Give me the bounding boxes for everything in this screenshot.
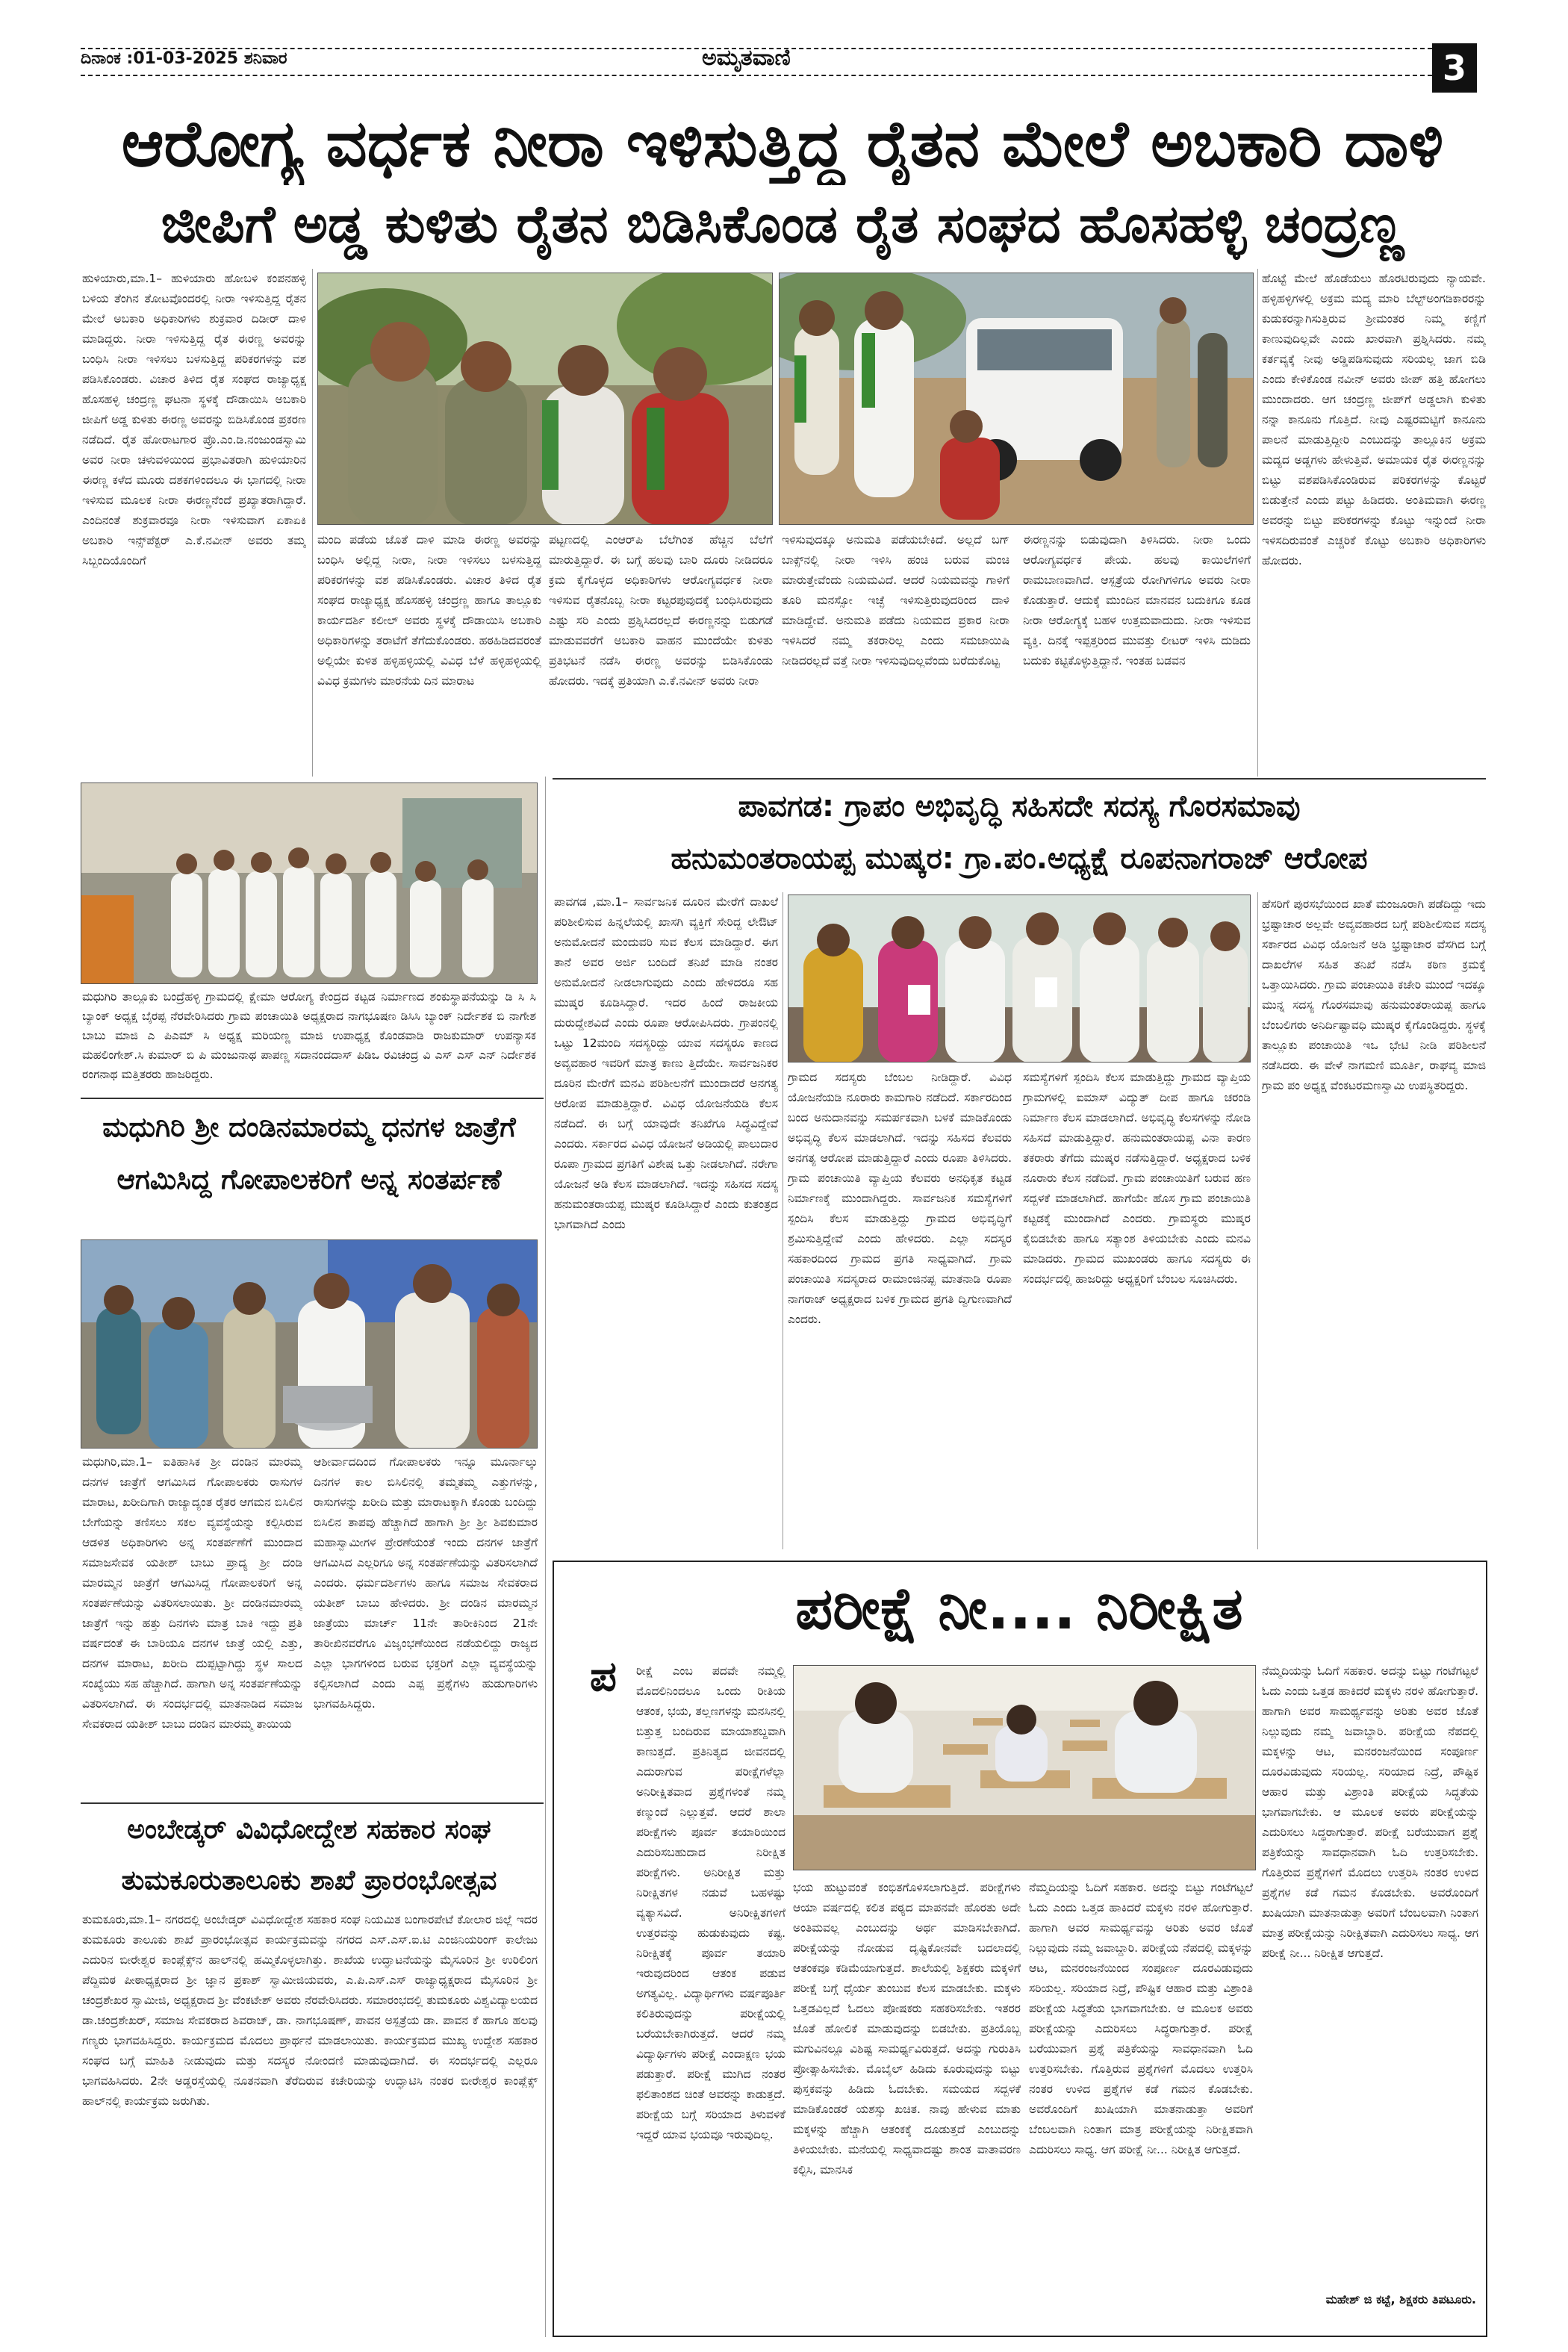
page-number: 3 bbox=[1432, 43, 1477, 93]
story6-dropcap: ಪ bbox=[590, 1652, 617, 1701]
column-rule bbox=[1257, 269, 1258, 777]
header-rule-bottom bbox=[81, 75, 1432, 76]
story6-col-2: ಭಯ ಹುಟ್ಟುವಂತೆ ಕಂಭಿತಗೊಳಿಸಲಾಗುತ್ತಿದೆ. ಪರೀಕ್ಷೆಗಳು ಆಯಾ ವರ್ಷದಲ್ಲಿ ಕಲಿತ ಪಠ್ಯದ ಮಾಪನವೇ ಹೊರತು ಅದೇ ಅಂತಿಮವಲ್ಲ ಎಂಬುದನ್ನು ಅರ್ಥ ಮಾಡಿಸಬೇಕಾಗಿದೆ. ಪರೀಕ್ಷೆಯನ್ನು ನೋಡುವ ದೃಷ್ಟಿಕೋನವೇ ಬದಲಾದಲ್ಲಿ ಆತಂಕವೂ ಕಡಿಮೆಯಾಗುತ್ತದೆ. ಶಾಲೆಯಲ್ಲಿ ಶಿಕ್ಷಕರು ಮಕ್ಕಳಿಗೆ ಪರೀಕ್ಷೆ ಬಗ್ಗೆ ಧೈರ್ಯ ತುಂಬುವ ಕೆಲಸ ಮಾಡಬೇಕು. ಮಕ್ಕಳು ಒತ್ತಡವಿಲ್ಲದೆ ಓದಲು ಪೋಷಕರು ಸಹಕರಿಸಬೇಕು. ಇತರರ ಜೊತೆ ಹೋಲಿಕೆ ಮಾಡುವುದನ್ನು ಬಿಡಬೇಕು. ಪ್ರತಿಯೊಬ್ಬ ಮಗುವಿನಲ್ಲೂ ವಿಶಿಷ್ಟ ಸಾಮರ್ಥ್ಯವಿರುತ್ತದೆ. ಅದನ್ನು ಗುರುತಿಸಿ ಪ್ರೋತ್ಸಾಹಿಸಬೇಕು. ಮೊಬೈಲ್ ಹಿಡಿದು ಕೂರುವುದನ್ನು ಬಿಟ್ಟು ಪುಸ್ತಕವನ್ನು ಹಿಡಿದು ಓದಬೇಕು. ಸಮಯದ ಸದ್ಬಳಕೆ ಮಾಡಿಕೊಂಡರೆ ಯಶಸ್ಸು ಖಚಿತ. ನಾವು ಹೇಳುವ ಮಾತು ಮಕ್ಕಳನ್ನು ಹೆಚ್ಚಾಗಿ ಆತಂಕಕ್ಕೆ ದೂಡುತ್ತದೆ ಎಂಬುದನ್ನು ತಿಳಿಯಬೇಕು. ಮನೆಯಲ್ಲಿ ಸಾಧ್ಯವಾದಷ್ಟು ಶಾಂತ ವಾತಾವರಣ ಕಲ್ಪಿಸಿ, ಮಾನಸಿಕ bbox=[793, 1881, 1021, 2177]
story5-photo-panchayat bbox=[788, 895, 1251, 1063]
story6-headline: ಪರೀಕ್ಷೆ ನೀ.... ನಿರೀಕ್ಷಿತ bbox=[795, 1575, 1243, 1643]
story4-headline-2: ತುಮಕೂರುತಾಲೂಕು ಶಾಖೆ ಪ್ರಾರಂಭೋತ್ಸವ bbox=[121, 1865, 497, 1896]
story1-col-5: ಈರಣ್ಣನನ್ನು ಬಿಡುವುದಾಗಿ ತಿಳಿಸಿದರು. ನೀರಾ ಒಂದು ಆರೋಗ್ಯವರ್ಧಕ ಪೇಯ. ಹಲವು ಕಾಯಿಲೆಗಳಿಗೆ ರಾಮಬಾಣವಾಗಿದೆ. ಆಸ್ಪತ್ರೆಯ ರೋಗಿಗಳಿಗೂ ಅವರು ನೀರಾ ಕೊಡುತ್ತಾರೆ. ಆದುಕ್ಕೆ ಮುಂದಿನ ಮಾನವನ ಬದುಕಿಗೂ ಕೂಡ ನೀರಾ ಆರೋಗ್ಯಕ್ಕೆ ಬಹಳ ಉತ್ತಮವಾದುದು. ನೀರಾ ಇಳಿಸುವ ವ್ಯಕ್ತಿ. ದಿನಕ್ಕೆ ಇಪ್ಪತ್ತರಿಂದ ಮುವತ್ತು ಲೀಟರ್ ಇಳಿಸಿ ದುಡಿದು ಬದುಕು ಕಟ್ಟಿಕೊಳ್ಳುತ್ತಿದ್ದಾನೆ. ಇಂತಹ ಬಡವನ bbox=[1023, 533, 1251, 668]
section-rule bbox=[553, 778, 1486, 780]
story3-col-1: ಮಧುಗಿರಿ,ಮಾ.1– ಐತಿಹಾಸಿಕ ಶ್ರೀ ದಂಡಿನ ಮಾರಮ್ಮ ದನಗಳ ಜಾತ್ರೆಗೆ ಆಗಮಿಸಿದ ಗೋಪಾಲಕರು ರಾಸುಗಳ ಮಾರಾಟ, ಖರೀದಿಗಾಗಿ ರಾಜ್ಯಾದ್ಯಂತ ರೈತರ ಆಗಮನ ಬಿಸಿಲಿನ ಬೇಗೆಯನ್ನು ತಣಿಸಲು ಸಕಲ ವ್ಯವಸ್ಥೆಯನ್ನು ಕಲ್ಪಿಸಿರುವ ಆಡಳಿತ ಅಧಿಕಾರಿಗಳು ಅನ್ನ ಸಂತರ್ಪಣೆಗೆ ಮುಂದಾದ ಸಮಾಜಸೇವಕ ಯತೀಶ್ ಬಾಬು ಪ್ರಾದ್ಯ ಶ್ರೀ ದಂಡಿ ಮಾರಮ್ಮನ ಜಾತ್ರೆಗೆ ಆಗಮಿಸಿದ್ದ ಗೋಪಾಲಕರಿಗೆ ಅನ್ನ ಸಂತರ್ಪಣೆಯನ್ನು ವಿತರಿಸಲಾಯಿತು. ಶ್ರೀ ದಂಡಿನಮಾರಮ್ಮ ಜಾತ್ರೆಗೆ ಇನ್ನು ಹತ್ತು ದಿನಗಳು ಮಾತ್ರ ಬಾಕಿ ಇದ್ದು ಪ್ರತಿ ವರ್ಷದಂತೆ ಈ ಬಾರಿಯೂ ದನಗಳ ಜಾತ್ರೆ ಯಲ್ಲಿ ಎತ್ತು, ದನಗಳ ಮಾರಾಟ, ಖರೀದಿ ದುಪ್ಪಟ್ಟಾಗಿದ್ದು ಸ್ಥಳ ಸಾಲದ ಸಂಖ್ಯೆಯು ಸಹ ಹೆಚ್ಚಾಗಿದೆ. ಹಾಗಾಗಿ ಅನ್ನ ಸಂತರ್ಪಣೆಯನ್ನು ವಿತರಿಸಲಾಗಿದೆ. ಈ ಸಂದರ್ಭದಲ್ಲಿ ಮಾತನಾಡಿದ ಸಮಾಜ ಸೇವಕರಾದ ಯತೀಶ್ ಬಾಬು ದಂಡಿನ ಮಾರಮ್ಮ ತಾಯಿಯ bbox=[82, 1455, 302, 1731]
story5-headline-2: ಹನುಮಂತರಾಯಪ್ಪ ಮುಷ್ಕರ: ಗ್ರಾ.ಪಂ.ಅಧ್ಯಕ್ಷೆ ರೂಪನಾಗರಾಜ್ ಆರೋಪ bbox=[671, 841, 1368, 876]
story3-photo-food-distribution bbox=[81, 1239, 538, 1449]
story1-col-2: ಮಂದಿ ಪಡೆಯ ಜೊತೆ ದಾಳಿ ಮಾಡಿ ಈರಣ್ಣ ಅವರನ್ನು ಬಂಧಿಸಿ ಅಲ್ಲಿದ್ದ ನೀರಾ, ನೀರಾ ಇಳಿಸಲು ಬಳಸುತ್ತಿದ್ದ ಪರಿಕರಗಳನ್ನು ವಶ ಪಡಿಸಿಕೊಂಡರು. ವಿಚಾರ ತಿಳಿದ ರೈತ ಸಂಘದ ರಾಜ್ಯಾಧ್ಯಕ್ಷ ಹೊಸಹಳ್ಳಿ ಚಂದ್ರಣ್ಣ ಹಾಗೂ ತಾಲ್ಲೂಕು ಕಾರ್ಯದರ್ಶಿ ಕಲೀಲ್ ಅವರು ಸ್ಥಳಕ್ಕೆ ದೌಡಾಯಿಸಿ ಅಬಕಾರಿ ಅಧಿಕಾರಿಗಳನ್ನು ತರಾಟೆಗೆ ತೆಗೆದುಕೊಂಡರು. ಹಠಹಿಡಿದವರಂತೆ ಅಲ್ಲಿಯೇ ಕುಳಿತ ಹಳ್ಳಿಹಳ್ಳಿಯಲ್ಲಿ ವಿವಿಧ ಬೆಳೆ ಹಳ್ಳಿಹಳ್ಳಿಯಲ್ಲಿ ವಿವಿಧ ಕ್ರಮಗಳು ಮಾರನೆಯ ದಿನ ಮಾರಾಟ bbox=[317, 533, 541, 688]
story6-col-1: ರೀಕ್ಷೆ ಎಂಬ ಪದವೇ ನಮ್ಮಲ್ಲಿ ಮೊದಲಿನಿಂದಲೂ ಒಂದು ರೀತಿಯ ಆತಂಕ, ಭಯ, ತಲ್ಲಣಗಳನ್ನು ಮನಸಿನಲ್ಲಿ ಬಿತ್ತುತ್ತ ಬಂದಿರುವ ಮಾಯಾಶಬ್ದವಾಗಿ ಕಾಣುತ್ತದೆ. ಪ್ರತಿನಿತ್ಯದ ಜೀವನದಲ್ಲಿ ಎದುರಾಗುವ ಪರೀಕ್ಷೆಗಳೆಲ್ಲಾ ಅನಿರೀಕ್ಷಿತವಾದ ಪ್ರಶ್ನೆಗಳಂತೆ ನಮ್ಮ ಕಣ್ಮುಂದೆ ನಿಲ್ಲುತ್ತವೆ. ಆದರೆ ಶಾಲಾ ಪರೀಕ್ಷೆಗಳು ಪೂರ್ವ ತಯಾರಿಯಿಂದ ಎದುರಿಸಬಹುದಾದ ನಿರೀಕ್ಷಿತ ಪರೀಕ್ಷೆಗಳು. ಅನಿರೀಕ್ಷಿತ ಮತ್ತು ನಿರೀಕ್ಷಿತಗಳ ನಡುವೆ ಬಹಳಷ್ಟು ವ್ಯತ್ಯಾಸವಿದೆ. ಅನಿರೀಕ್ಷಿತಗಳಿಗೆ ಉತ್ತರವನ್ನು ಹುಡುಕುವುದು ಕಷ್ಟ. ನಿರೀಕ್ಷಿತಕ್ಕೆ ಪೂರ್ವ ತಯಾರಿ ಇರುವುದರಿಂದ ಆತಂಕ ಪಡುವ ಅಗತ್ಯವಿಲ್ಲ. ವಿದ್ಯಾರ್ಥಿಗಳು ವರ್ಷಪೂರ್ತಿ ಕಲಿತಿರುವುದನ್ನು ಪರೀಕ್ಷೆಯಲ್ಲಿ ಬರೆಯಬೇಕಾಗಿರುತ್ತದೆ. ಆದರೆ ನಮ್ಮ ವಿದ್ಯಾರ್ಥಿಗಳು ಪರೀಕ್ಷೆ ಎಂದಾಕ್ಷಣ ಭಯ ಪಡುತ್ತಾರೆ. ಪರೀಕ್ಷೆ ಮುಗಿದ ನಂತರ ಫಲಿತಾಂಶದ ಚಿಂತೆ ಅವರನ್ನು ಕಾಡುತ್ತದೆ. ಪರೀಕ್ಷೆಯ ಬಗ್ಗೆ ಸರಿಯಾದ ತಿಳುವಳಿಕೆ ಇದ್ದರೆ ಯಾವ ಭಯವೂ ಇರುವುದಿಲ್ಲ. bbox=[636, 1664, 785, 2141]
story4-body: ತುಮಕೂರು,ಮಾ.1– ನಗರದಲ್ಲಿ ಅಂಬೇಡ್ಕರ್ ವಿವಿಧೋದ್ದೇಶ ಸಹಕಾರ ಸಂಘ ನಿಯಮಿತ ಬಂಗಾರಪೇಟೆ ಕೋಲಾರ ಜಿಲ್ಲೆ ಇದರ ತುಮಕೂರು ತಾಲೂಕು ಶಾಖೆ ಪ್ರಾರಂಭೋತ್ಸವ ಕಾರ್ಯಕ್ರಮವನ್ನು ನಗರದ ಎಸ್.ಎಸ್.ಐ.ಟಿ ಎಂಜಿನಿಯರಿಂಗ್ ಕಾಲೇಜು ಎದುರಿನ ಬೀರೇಶ್ವರ ಕಾಂಪ್ಲೆಕ್ಸ್‌ನ ಹಾಲ್‌ನಲ್ಲಿ ಹಮ್ಮಿಕೊಳ್ಳಲಾಗಿತ್ತು. ಶಾಖೆಯ ಉದ್ಘಾಟನೆಯನ್ನು ಮೈಸೂರಿನ ಶ್ರೀ ಉರಿಲಿಂಗ ಪೆದ್ದಿಮಠ ಪೀಠಾಧ್ಯಕ್ಷರಾದ ಶ್ರೀ ಜ್ಞಾನ ಪ್ರಕಾಶ್ ಸ್ವಾಮೀಜಿಯವರು, ಎ.ಪಿ.ಎಸ್.ಎಸ್ ರಾಜ್ಯಾಧ್ಯಕ್ಷರಾದ ಮೈಸೂರಿನ ಶ್ರೀ ಚಂದ್ರಶೇಖರ ಸ್ವಾಮೀಜಿ, ಅಧ್ಯಕ್ಷರಾದ ಶ್ರೀ ವೆಂಕಟೇಶ್ ಅವರು ನೆರವೇರಿಸಿದರು. ಸಮಾರಂಭದಲ್ಲಿ ತುಮಕೂರು ವಿಶ್ವವಿದ್ಯಾಲಯದ ಡಾ.ಚಂದ್ರಶೇಖರ್, ಸಮಾಜ ಸೇವಕರಾದ ಶಿವರಾಜ್, ಡಾ. ನಾಗಭೂಷಣ್, ಪಾವನ ಅಸ್ಪತ್ರೆಯ ಡಾ. ಪಾವನ ಕೆ ಹಾಗೂ ಹಲವು ಗಣ್ಯರು ಭಾಗವಹಿಸಿದ್ದರು. ಕಾರ್ಯಕ್ರಮದ ಮೊದಲು ಪ್ರಾರ್ಥನೆ ಮಾಡಲಾಯಿತು. ಕಾರ್ಯಕ್ರಮದ ಮುಖ್ಯ ಉದ್ದೇಶ ಸಹಕಾರ ಸಂಘದ ಬಗ್ಗೆ ಮಾಹಿತಿ ನೀಡುವುದು ಮತ್ತು ಸದಸ್ಯರ ನೋಂದಣಿ ಮಾಡುವುದಾಗಿದೆ. ಈ ಸಂದರ್ಭದಲ್ಲಿ ಎಲ್ಲರೂ ಭಾಗವಹಿಸಿದರು. 2ನೇ ಅಡ್ಡರಸ್ತೆಯಲ್ಲಿ ನೂತನವಾಗಿ ತೆರೆದಿರುವ ಕಚೇರಿಯನ್ನು ಉದ್ಘಾಟಿಸಿ ನಂತರ ಬೀರೇಶ್ವರ ಕಾಂಪ್ಲೆಕ್ಸ್ ಹಾಲ್‌ನಲ್ಲಿ ಕಾರ್ಯಕ್ರಮ ಜರುಗಿತು. bbox=[82, 1913, 538, 2108]
story5-col-3: ಸಮಸ್ಯೆಗಳಿಗೆ ಸ್ಪಂದಿಸಿ ಕೆಲಸ ಮಾಡುತ್ತಿದ್ದು ಗ್ರಾಮದ ವ್ಯಾಪ್ತಿಯ ಗ್ರಾಮಗಳಲ್ಲಿ ಐಮಾಸ್ ವಿದ್ಯುತ್ ದೀಪ ಹಾಗೂ ಚರಂಡಿ ನಿರ್ಮಾಣ ಕೆಲಸ ಮಾಡಲಾಗಿದೆ. ಅಭಿವೃದ್ಧಿ ಕೆಲಸಗಳನ್ನು ನೋಡಿ ಸಹಿಸದೆ ಮಾಡುತ್ತಿದ್ದಾರೆ. ಹನುಮಂತರಾಯಪ್ಪ ವಿನಾ ಕಾರಣ ತಕರಾರು ತೆಗೆದು ಮುಷ್ಕರ ನಡೆಸುತ್ತಿದ್ದಾರೆ. ಅಧ್ಯಕ್ಷರಾದ ಬಳಿಕ ನೂರಾರು ಕೆಲಸ ನಡೆದಿವೆ. ಗ್ರಾಮ ಪಂಚಾಯಿತಿಗೆ ಬರುವ ಹಣ ಸದ್ಬಳಕೆ ಮಾಡಲಾಗಿದೆ. ಹಾಗೆಯೇ ಹೊಸ ಗ್ರಾಮ ಪಂಚಾಯಿತಿ ಕಟ್ಟಡಕ್ಕೆ ಮುಂದಾಗಿದೆ ಎಂದರು. ಗ್ರಾಮಸ್ಥರು ಮುಷ್ಕರ ಕೈಬಿಡಬೇಕು ಹಾಗೂ ಸತ್ಯಾಂಶ ತಿಳಿಯಬೇಕು ಎಂದು ಮನವಿ ಮಾಡಿದರು. ಗ್ರಾಮದ ಮುಖಂಡರು ಹಾಗೂ ಸದಸ್ಯರು ಈ ಸಂದರ್ಭದಲ್ಲಿ ಹಾಜರಿದ್ದು ಅಧ್ಯಕ್ಷರಿಗೆ ಬೆಂಬಲ ಸೂಚಿಸಿದರು. bbox=[1023, 1071, 1251, 1286]
story1-photo-raid bbox=[317, 273, 773, 525]
story6-photo-exam-hall bbox=[793, 1665, 1256, 1870]
story1-col-4: ಇಳಿಸುವುದಕ್ಕೂ ಅನುಮತಿ ಪಡೆಯಬೇಕಿದೆ. ಅಲ್ಲದೆ ಬಗ್ ಬಾಕ್ಸ್‌ನಲ್ಲಿ ನೀರಾ ಇಳಿಸಿ ಹಂಚಿ ಬರುವ ಮಂಚಿ ಮಾರುತ್ತೇವೆಂದು ನಿಯಮವಿದೆ. ಆದರೆ ನಿಯಮವನ್ನು ಗಾಳಿಗೆ ತೂರಿ ಮನಸ್ಸೋ ಇಚ್ಛೆ ಇಳಿಸುತ್ತಿರುವುದರಿಂದ ದಾಳಿ ಮಾಡಿದ್ದೇವೆ. ಅನುಮತಿ ಪಡೆದು ನಿಯಮದ ಪ್ರಕಾರ ನೀರಾ ಇಳಿಸಿದರೆ ನಮ್ಮ ತಕರಾರಿಲ್ಲ ಎಂದು ಸಮಜಾಯಿಷಿ ನೀಡಿದರಲ್ಲದೆ ವತ್ತೆ ನೀರಾ ಇಳಿಸುವುದಿಲ್ಲವೆಂದು ಬರೆದುಕೊಟ್ಟ bbox=[782, 533, 1009, 668]
story1-col-1: ಹುಳಿಯಾರು,ಮಾ.1– ಹುಳಿಯಾರು ಹೋಬಳಿ ಕಂಪನಹಳ್ಳಿ ಬಳಿಯ ತೆಂಗಿನ ತೋಟವೊಂದರಲ್ಲಿ ನೀರಾ ಇಳಿಸುತ್ತಿದ್ದ ರೈತನ ಮೇಲೆ ಅಬಕಾರಿ ಅಧಿಕಾರಿಗಳು ಶುಕ್ರವಾರ ದಿಡೀರ್ ದಾಳಿ ಮಾಡಿದ್ದರು. ನೀರಾ ಇಳಿಸುತ್ತಿದ್ದ ರೈತ ಈರಣ್ಣ ಅವರನ್ನು ಬಂಧಿಸಿ ನೀರಾ ಇಳಿಸಲು ಬಳಸುತ್ತಿದ್ದ ಪರಿಕರಗಳನ್ನು ವಶ ಪಡಿಸಿಕೊಂಡರು. ವಿಚಾರ ತಿಳಿದ ರೈತ ಸಂಘದ ರಾಜ್ಯಾಧ್ಯಕ್ಷ ಹೊಸಹಳ್ಳಿ ಚಂದ್ರಣ್ಣ ಘಟನಾ ಸ್ಥಳಕ್ಕೆ ದೌಡಾಯಿಸಿ ಅಬಕಾರಿ ಜೀಪಿಗೆ ಅಡ್ಡ ಕುಳಿತು ಈರಣ್ಣ ಅವರನ್ನು ಬಿಡಿಸಿಕೊಂಡ ಪ್ರಕರಣ ನಡೆದಿದೆ. ರೈತ ಹೋರಾಟಗಾರ ಪ್ರೊ.ಎಂ.ಡಿ.ನಂಜುಂಡಸ್ವಾಮಿ ಅವರ ನೀರಾ ಚಳುವಳಿಯಿಂದ ಪ್ರಭಾವಿತರಾಗಿ ಹುಳಿಯಾರಿನ ಈರಣ್ಣ ಕಳೆದ ಮೂರು ದಶಕಗಳಿಂದಲೂ ಈ ಭಾಗದಲ್ಲಿ ನೀರಾ ಇಳಿಸುವ ಮೂಲಕ ನೀರಾ ಈರಣ್ಣನೆಂದೆ ಪ್ರಖ್ಯಾತರಾಗಿದ್ದಾರೆ. ಎಂದಿನಂತೆ ಶುಕ್ರವಾರವೂ ನೀರಾ ಇಳಿಸುವಾಗ ಏಕಾಏಕಿ ಅಬಕಾರಿ ಇನ್ಸ್‌ಪೆಕ್ಟರ್ ಎ.ಕೆ.ನವೀನ್ ಅವರು ತಮ್ಮ ಸಿಬ್ಬಂದಿಯೊಂದಿಗೆ bbox=[82, 272, 306, 567]
column-rule bbox=[1257, 892, 1258, 1549]
story1-headline-1: ಆರೋಗ್ಯ ವರ್ಧಕ ನೀರಾ ಇಳಿಸುತ್ತಿದ್ದ ರೈತನ ಮೇಲೆ ಅಬಕಾರಿ ದಾಳಿ bbox=[121, 107, 1444, 181]
column-rule bbox=[312, 269, 313, 777]
story3-headline-2: ಆಗಮಿಸಿದ್ದ ಗೋಪಾಲಕರಿಗೆ ಅನ್ನ ಸಂತರ್ಪಣೆ bbox=[116, 1163, 502, 1195]
story5-col-4: ಹೆಸರಿಗೆ ಪುರಸಭೆಯಿಂದ ಖಾತೆ ಮಂಜೂರಾಗಿ ಪಡೆದಿದ್ದು ಇದು ಭ್ರಷ್ಟಾಚಾರ ಅಲ್ಲವೇ ಅವ್ಯವಹಾರದ ಬಗ್ಗೆ ಪರಿಶೀಲಿಸುವ ಸದಸ್ಯ ಸರ್ಕಾರದ ವಿವಿಧ ಯೋಜನೆ ಅಡಿ ಭ್ರಷ್ಟಾಚಾರ ವೆಸಗಿದ ಬಗ್ಗೆ ದಾಖಲೆಗಳ ಸಹಿತ ತನಿಖೆ ನಡೆಸಿ ಕಠಿಣ ಕ್ರಮಕ್ಕೆ ಒತ್ತಾಯಿಸಿದರು. ಗ್ರಾಮ ಪಂಚಾಯಿತಿ ಕಚೇರಿ ಮುಂದೆ ಇದಕ್ಕೂ ಮುನ್ನ ಸದಸ್ಯ ಗೊರಸಮಾವು ಹನುಮಂತರಾಯಪ್ಪ ಹಾಗೂ ಬೆಂಬಲಿಗರು ಅನಿರ್ದಿಷ್ಟಾವಧಿ ಮುಷ್ಕರ ಕೈಗೊಂಡಿದ್ದರು. ಸ್ಥಳಕ್ಕೆ ತಾಲ್ಲೂಕು ಪಂಚಾಯಿತಿ ಇಒ ಭೇಟಿ ನೀಡಿ ಪರಿಶೀಲನೆ ನಡೆಸಿದರು. ಈ ವೇಳೆ ನಾಗಮಣಿ ಮೂರ್ತಿ, ರಾಘವ್ಯ ಮಾಜಿ ಗ್ರಾಮ ಪಂ ಅಧ್ಯಕ್ಷ ವೆಂಕಟರಮಣಸ್ವಾಮಿ ಉಪಸ್ಥಿತರಿದ್ದರು. bbox=[1262, 897, 1486, 1092]
story1-col-3: ಪಟ್ಟಣದಲ್ಲಿ ಎಂಆರ್‌ಪಿ ಬೆಲೆಗಿಂತ ಹೆಚ್ಚಿನ ಬೆಲೆಗೆ ಮಾರುತ್ತಿದ್ದಾರೆ. ಈ ಬಗ್ಗೆ ಹಲವು ಬಾರಿ ದೂರು ನೀಡಿದರೂ ಕ್ರಮ ಕೈಗೊಳ್ಳದ ಅಧಿಕಾರಿಗಳು ಆರೋಗ್ಯವರ್ಧಕ ನೀರಾ ಇಳಿಸುವ ರೈತನೊಬ್ಬ ನೀರಾ ಕಟ್ಟರಪುವುದಕ್ಕೆ ಬಂಧಿಸಿರುವುದು ಎಷ್ಟು ಸರಿ ಎಂದು ಪ್ರಶ್ನಿಸಿದರಲ್ಲದೆ ಈರಣ್ಣನನ್ನು ಬಿಡುಗಡೆ ಮಾಡುವವರೆಗೆ ಅಬಕಾರಿ ವಾಹನ ಮುಂದೆಯೇ ಕುಳಿತು ಪ್ರತಿಭಟನೆ ನಡೆಸಿ ಈರಣ್ಣ ಅವರನ್ನು ಬಿಡಿಸಿಕೊಂಡು ಹೋದರು. ಇದಕ್ಕೆ ಪ್ರತಿಯಾಗಿ ಎ.ಕೆ.ನವೀನ್ ಅವರು ನೀರಾ bbox=[549, 533, 773, 688]
masthead: ಅಮೃತವಾಣಿ bbox=[702, 45, 791, 71]
story2-photo-foundation bbox=[81, 783, 538, 984]
story2-caption: ಮಧುಗಿರಿ ತಾಲ್ಲೂಕು ಬಂದ್ರೆಹಳ್ಳಿ ಗ್ರಾಮದಲ್ಲಿ ಕ್ಷೇಮಾ ಆರೋಗ್ಯ ಕೇಂದ್ರದ ಕಟ್ಟಡ ನಿರ್ಮಾಣದ ಶಂಕುಸ್ಥಾಪನೆಯನ್ನು ಡಿ ಸಿ ಸಿ ಬ್ಯಾಂಕ್ ಅಧ್ಯಕ್ಷ ಬೈರಪ್ಪ ನೆರವೇರಿಸಿದರು ಗ್ರಾಮ ಪಂಚಾಯಿತಿ ಅಧ್ಯಕ್ಷರಾದ ನಾಗಭೂಷಣ ಡಿಸಿಸಿ ಬ್ಯಾಂಕ್ ನಿರ್ದೇಶಕ ಬಿ ನಾಗೇಶ ಬಾಬು ಮಾಜಿ ಎ ಪಿಎಮ್ ಸಿ ಅಧ್ಯಕ್ಷ ಮರಿಯಣ್ಣ ಮಾಜಿ ಉಪಾಧ್ಯಕ್ಷ ಕೊಂಡವಾಡಿ ರಾಜಕುಮಾರ್ ಉಪನ್ಯಾಸಕ ಮಹಲಿಂಗೇಶ್.ಸಿ ಕುಮಾರ್ ಬಿ ಪಿ ಮಂಜುನಾಥ ಪಾಪಣ್ಣ ಸದಾನಂದದಾಸ್ ಪಿಡಿಒ ರವಿಚಂದ್ರ ವಿ ಎಸ್ ಎಸ್ ಎನ್ ನಿರ್ದೇಶಕ ರಂಗನಾಥ ಮತ್ತಿತರರು ಹಾಜರಿದ್ದರು. bbox=[82, 990, 536, 1081]
story1-col-6: ಹೊಟ್ಟೆ ಮೇಲೆ ಹೊಡೆಯಲು ಹೊರಟಿರುವುದು ನ್ಯಾಯವೇ. ಹಳ್ಳಿಹಳ್ಳಿಗಳಲ್ಲಿ ಅಕ್ರಮ ಮದ್ಯ ಮಾರಿ ಬೆಲ್ಟ್‌ಅಂಗಡಿಕಾರರನ್ನು ಕುಡುಕರನ್ನಾಗಿಸುತ್ತಿರುವ ಶ್ರೀಮಂತರ ನಿಮ್ಮ ಕಣ್ಣಿಗೆ ಕಾಣುವುದಿಲ್ಲವೇ ಎಂದು ಖಾರವಾಗಿ ಪ್ರಶ್ನಿಸಿದರು. ನಮ್ಮ ಕರ್ತವ್ಯಕ್ಕೆ ನೀವು ಅಡ್ಡಿಪಡಿಸುವುದು ಸರಿಯಲ್ಲ ಜಾಗ ಬಿಡಿ ಎಂದು ಕೇಳಿಕೊಂಡ ನವೀನ್ ಅವರು ಜೀಪ್ ಹತ್ತಿ ಹೋಗಲು ಮುಂದಾದರು. ಆಗ ಚಂದ್ರಣ್ಣ ಜೀಪ್‌ಗೆ ಅಡ್ಡಲಾಗಿ ಕುಳಿತು ನನ್ನಾ ಕಾನೂನು ಗೊತ್ತಿದೆ. ನೀವು ಎಷ್ಟರಮಟ್ಟಿಗೆ ಕಾನೂನು ಪಾಲನೆ ಮಾಡುತ್ತಿದ್ದೀರಿ ಎಂಬುದನ್ನು ತಾಲ್ಲೂಕಿನ ಅಕ್ರಮ ಮದ್ಯದ ಅಡ್ಡಗಳು ಹೇಳುತ್ತಿವೆ. ಅಮಾಯಕ ರೈತ ಈರಣ್ಣನನ್ನು ಬಿಟ್ಟು ವಶಪಡಿಸಿಕೊಂಡಿರುವ ಪರಿಕರಗಳನ್ನು ಕೊಟ್ಟರೆ ಬಿಡುತ್ತೇನೆ ಎಂದು ಪಟ್ಟು ಹಿಡಿದರು. ಅಂತಿಮವಾಗಿ ಈರಣ್ಣ ಅವರನ್ನು ಬಿಟ್ಟು ಪರಿಕರಗಳನ್ನು ಕೊಟ್ಟು ಇನ್ನುಂದೆ ನೀರಾ ಇಳಿಸದಿರುವಂತೆ ಎಚ್ಚರಿಕೆ ಕೊಟ್ಟು ಅಬಕಾರಿ ಅಧಿಕಾರಿಗಳು ಹೋದರು. bbox=[1262, 272, 1486, 567]
story5-col-1: ಪಾವಗಡ ,ಮಾ.1– ಸಾರ್ವಜನಿಕ ದೂರಿನ ಮೇರೆಗೆ ದಾಖಲೆ ಪರಿಶೀಲಿಸುವ ಹಿನ್ನಲೆಯಲ್ಲಿ ಖಾಸಗಿ ವ್ಯಕ್ತಿಗೆ ಸೇರಿದ್ದ ಲೇಔಟ್ ಅನುಮೋದನೆ ಮಂದುವರಿ ಸುವ ಕೆಲಸ ಮಾಡಿದ್ದಾರೆ. ಈಗ ತಾನೆ ಅವರ ಅರ್ಜಿ ಬಂದಿದೆ ತನಿಖೆ ಮಾಡಿ ನಂತರ ಅನುಮೋದನೆ ನೀಡಲಾಗುವುದು ಎಂದು ಹೇಳಿದರೂ ಸಹ ಮುಷ್ಕರ ಕೂಡಿಸಿದ್ದಾರೆ. ಇದರ ಹಿಂದೆ ರಾಜಕೀಯ ದುರುದ್ದೇಶವಿದೆ ಎಂದು ರೂಪಾ ಆರೋಪಿಸಿದರು. ಗ್ರಾಪಂನಲ್ಲಿ ಒಟ್ಟು 12ಮಂದಿ ಸದಸ್ಯರಿದ್ದು ಯಾವ ಸದಸ್ಯರೂ ಕಾಣದ ಅವ್ಯವಹಾರ ಇವರಿಗೆ ಮಾತ್ರ ಕಾಣು ತ್ತಿದೆಯೇ. ಸಾರ್ವಜನಿಕರ ದೂರಿನ ಮೇರೆಗೆ ಮನವಿ ಪರಿಶೀಲನೆಗೆ ಮುಂದಾದರೆ ಅನಗತ್ಯ ಆರೋಪ ಮಾಡುತ್ತಿದ್ದಾರೆ. ವಿವಿಧ ಯೋಜನೆಯಡಿ ಕೆಲಸ ನಡೆದಿದೆ. ಈ ಬಗ್ಗೆ ಯಾವುದೇ ತನಿಖೆಗೂ ಸಿದ್ಧವಿದ್ದೇವೆ ಎಂದರು. ಸರ್ಕಾರದ ವಿವಿಧ ಯೋಜನೆ ಅಡಿಯಲ್ಲಿ ಪಾಲುದಾರ ರೂಪಾ ಗ್ರಾಮದ ಪ್ರಗತಿಗೆ ವಿಶೇಷ ಒತ್ತು ನೀಡಲಾಗಿದೆ. ನರೇಗಾ ಯೋಜನೆ ಅಡಿ ಕೆಲಸ ಮಾಡಲಾಗಿದೆ. ಇದನ್ನು ಸಹಿಸದ ಸದಸ್ಯ ಹನುಮಂತರಾಯಪ್ಪ ಮುಷ್ಕರ ಕೂಡಿಸಿದ್ದಾರೆ ಎಂದು ಕುತಂತ್ರದ ಭಾಗವಾಗಿದೆ ಎಂದು bbox=[554, 895, 778, 1231]
story5-col-2: ಗ್ರಾಮದ ಸದಸ್ಯರು ಬೆಂಬಲ ನೀಡಿದ್ದಾರೆ. ವಿವಿಧ ಯೋಜನೆಯಡಿ ನೂರಾರು ಕಾಮಗಾರಿ ನಡೆದಿದೆ. ಸರ್ಕಾರದಿಂದ ಬಂದ ಅನುದಾನವನ್ನು ಸಮರ್ಪಕವಾಗಿ ಬಳಕೆ ಮಾಡಿಕೊಂಡು ಅಭಿವೃದ್ಧಿ ಕೆಲಸ ಮಾಡಲಾಗಿದೆ. ಇದನ್ನು ಸಹಿಸದ ಕೆಲವರು ಅನಗತ್ಯ ಆರೋಪ ಮಾಡುತ್ತಿದ್ದಾರೆ ಎಂದು ರೂಪಾ ತಿಳಿಸಿದರು. ಗ್ರಾಮ ಪಂಚಾಯಿತಿ ವ್ಯಾಪ್ತಿಯ ಕೆಲವರು ಅನಧಿಕೃತ ಕಟ್ಟಡ ನಿರ್ಮಾಣಕ್ಕೆ ಮುಂದಾಗಿದ್ದರು. ಸಾರ್ವಜನಿಕ ಸಮಸ್ಯೆಗಳಿಗೆ ಸ್ಪಂದಿಸಿ ಕೆಲಸ ಮಾಡುತ್ತಿದ್ದು ಗ್ರಾಮದ ಅಭಿವೃದ್ಧಿಗೆ ಶ್ರಮಿಸುತ್ತಿದ್ದೇವೆ ಎಂದು ಹೇಳಿದರು. ಎಲ್ಲಾ ಸದಸ್ಯರ ಸಹಕಾರದಿಂದ ಗ್ರಾಮದ ಪ್ರಗತಿ ಸಾಧ್ಯವಾಗಿದೆ. ಗ್ರಾಮ ಪಂಚಾಯಿತಿ ಸದಸ್ಯರಾದ ರಾಮಾಂಜಿನಪ್ಪ ಮಾತನಾಡಿ ರೂಪಾ ನಾಗರಾಜ್ ಅಧ್ಯಕ್ಷರಾದ ಬಳಿಕ ಗ್ರಾಮದ ಪ್ರಗತಿ ದ್ವಿಗುಣವಾಗಿದೆ ಎಂದರು. bbox=[788, 1071, 1012, 1326]
column-rule bbox=[545, 777, 546, 2337]
story3-headline-1: ಮಧುಗಿರಿ ಶ್ರೀ ದಂಡಿನಮಾರಮ್ಮ ಧನಗಳ ಜಾತ್ರೆಗೆ bbox=[102, 1111, 516, 1143]
story1-photo-jeep bbox=[779, 273, 1254, 525]
story6-col-4: ನೆಮ್ಮದಿಯನ್ನು ಓದಿಗೆ ಸಹಕಾರ. ಅದನ್ನು ಬಿಟ್ಟು ಗಂಟೆಗಟ್ಟಲೆ ಓದು ಎಂದು ಒತ್ತಡ ಹಾಕಿದರೆ ಮಕ್ಕಳು ನರಳಿ ಹೋಗುತ್ತಾರೆ. ಹಾಗಾಗಿ ಅವರ ಸಾಮರ್ಥ್ಯವನ್ನು ಅರಿತು ಅವರ ಜೊತೆ ನಿಲ್ಲುವುದು ನಮ್ಮ ಜವಾಬ್ದಾರಿ. ಪರೀಕ್ಷೆಯ ನೆಪದಲ್ಲಿ ಮಕ್ಕಳನ್ನು ಆಟ, ಮನರಂಜನೆಯಿಂದ ಸಂಪೂರ್ಣ ದೂರವಿಡುವುದು ಸರಿಯಲ್ಲ. ಸರಿಯಾದ ನಿದ್ರೆ, ಪೌಷ್ಟಿಕ ಆಹಾರ ಮತ್ತು ವಿಶ್ರಾಂತಿ ಪರೀಕ್ಷೆಯ ಸಿದ್ಧತೆಯ ಭಾಗವಾಗಬೇಕು. ಆ ಮೂಲಕ ಅವರು ಪರೀಕ್ಷೆಯನ್ನು ಎದುರಿಸಲು ಸಿದ್ಧರಾಗುತ್ತಾರೆ. ಪರೀಕ್ಷೆ ಬರೆಯುವಾಗ ಪ್ರಶ್ನೆ ಪತ್ರಿಕೆಯನ್ನು ಸಾವಧಾನವಾಗಿ ಓದಿ ಉತ್ತರಿಸಬೇಕು. ಗೊತ್ತಿರುವ ಪ್ರಶ್ನೆಗಳಿಗೆ ಮೊದಲು ಉತ್ತರಿಸಿ ನಂತರ ಉಳಿದ ಪ್ರಶ್ನೆಗಳ ಕಡೆ ಗಮನ ಕೊಡಬೇಕು. ಅವರೊಂದಿಗೆ ಖುಷಿಯಾಗಿ ಮಾತನಾಡುತ್ತಾ ಅವರಿಗೆ ಬೆಂಬಲವಾಗಿ ನಿಂತಾಗ ಮಾತ್ರ ಪರೀಕ್ಷೆಯನ್ನು ನಿರೀಕ್ಷಿತವಾಗಿ ಎದುರಿಸಲು ಸಾಧ್ಯ. ಆಗ ಪರೀಕ್ಷೆ ನೀ... ನಿರೀಕ್ಷಿತ ಆಗುತ್ತದೆ. bbox=[1262, 1664, 1478, 1960]
story6-byline: ಮಹೇಶ್ ಜಿ ಕಟ್ಟೆ, ಶಿಕ್ಷಕರು ತಿಪಟೂರು. bbox=[1325, 2292, 1476, 2306]
section-rule bbox=[81, 1098, 544, 1099]
story1-headline-2: ಜೀಪಿಗೆ ಅಡ್ಡ ಕುಳಿತು ರೈತನ ಬಿಡಿಸಿಕೊಂಡ ರೈತ ಸಂಘದ ಹೊಸಹಳ್ಳಿ ಚಂದ್ರಣ್ಣ bbox=[161, 193, 1404, 255]
story4-headline-1: ಅಂಬೇಡ್ಕರ್ ವಿವಿಧೋದ್ದೇಶ ಸಹಕಾರ ಸಂಘ bbox=[127, 1814, 491, 1845]
story6-col-3: ನೆಮ್ಮದಿಯನ್ನು ಓದಿಗೆ ಸಹಕಾರ. ಅದನ್ನು ಬಿಟ್ಟು ಗಂಟೆಗಟ್ಟಲೆ ಓದು ಎಂದು ಒತ್ತಡ ಹಾಕಿದರೆ ಮಕ್ಕಳು ನರಳಿ ಹೋಗುತ್ತಾರೆ. ಹಾಗಾಗಿ ಅವರ ಸಾಮರ್ಥ್ಯವನ್ನು ಅರಿತು ಅವರ ಜೊತೆ ನಿಲ್ಲುವುದು ನಮ್ಮ ಜವಾಬ್ದಾರಿ. ಪರೀಕ್ಷೆಯ ನೆಪದಲ್ಲಿ ಮಕ್ಕಳನ್ನು ಆಟ, ಮನರಂಜನೆಯಿಂದ ಸಂಪೂರ್ಣ ದೂರವಿಡುವುದು ಸರಿಯಲ್ಲ. ಸರಿಯಾದ ನಿದ್ರೆ, ಪೌಷ್ಟಿಕ ಆಹಾರ ಮತ್ತು ವಿಶ್ರಾಂತಿ ಪರೀಕ್ಷೆಯ ಸಿದ್ಧತೆಯ ಭಾಗವಾಗಬೇಕು. ಆ ಮೂಲಕ ಅವರು ಪರೀಕ್ಷೆಯನ್ನು ಎದುರಿಸಲು ಸಿದ್ಧರಾಗುತ್ತಾರೆ. ಪರೀಕ್ಷೆ ಬರೆಯುವಾಗ ಪ್ರಶ್ನೆ ಪತ್ರಿಕೆಯನ್ನು ಸಾವಧಾನವಾಗಿ ಓದಿ ಉತ್ತರಿಸಬೇಕು. ಗೊತ್ತಿರುವ ಪ್ರಶ್ನೆಗಳಿಗೆ ಮೊದಲು ಉತ್ತರಿಸಿ ನಂತರ ಉಳಿದ ಪ್ರಶ್ನೆಗಳ ಕಡೆ ಗಮನ ಕೊಡಬೇಕು. ಅವರೊಂದಿಗೆ ಖುಷಿಯಾಗಿ ಮಾತನಾಡುತ್ತಾ ಅವರಿಗೆ ಬೆಂಬಲವಾಗಿ ನಿಂತಾಗ ಮಾತ್ರ ಪರೀಕ್ಷೆಯನ್ನು ನಿರೀಕ್ಷಿತವಾಗಿ ಎದುರಿಸಲು ಸಾಧ್ಯ. ಆಗ ಪರೀಕ್ಷೆ ನೀ... ನಿರೀಕ್ಷಿತ ಆಗುತ್ತದೆ. bbox=[1029, 1881, 1253, 2156]
header-rule-top bbox=[81, 48, 1432, 49]
section-rule bbox=[81, 1802, 544, 1804]
page-date: ದಿನಾಂಕ :01-03-2025 ಶನಿವಾರ bbox=[81, 49, 287, 68]
story3-col-2: ಆಶೀರ್ವಾದದಿಂದ ಗೋಪಾಲಕರು ಇನ್ನೂ ಮೂರ್ನಾಲ್ಕು ದಿನಗಳ ಕಾಲ ಬಿಸಿಲಿನಲ್ಲಿ ತಮ್ಮತಮ್ಮ ಎತ್ತುಗಳನ್ನು, ರಾಸುಗಳನ್ನು ಖರೀದಿ ಮತ್ತು ಮಾರಾಟಕ್ಕಾಗಿ ಕೊಂಡು ಬಂದಿದ್ದು ಬಿಸಿಲಿನ ತಾಪವು ಹೆಚ್ಚಾಗಿದೆ ಹಾಗಾಗಿ ಶ್ರೀ ಶ್ರೀ ಶಿವಕುಮಾರ ಮಹಾಸ್ವಾಮೀಗಳ ಪ್ರೇರಣೆಯಂತೆ ಇಂದು ದನಗಳ ಜಾತ್ರೆಗೆ ಆಗಮಿಸಿದ ಎಲ್ಲರಿಗೂ ಅನ್ನ ಸಂತರ್ಪಣೆಯನ್ನು ವಿತರಿಸಲಾಗಿದೆ ಎಂದರು. ಧರ್ಮದರ್ಶಿಗಳು ಹಾಗೂ ಸಮಾಜ ಸೇವಕರಾದ ಯತೀಶ್ ಬಾಬು ಹೇಳಿದರು. ಶ್ರೀ ದಂಡಿನ ಮಾರಮ್ಮನ ಜಾತ್ರೆಯು ಮಾರ್ಚ್ 11ನೇ ತಾರೀಕಿನಿಂದ 21ನೇ ತಾರೀಖಿನವರೆಗೂ ವಿಜೃಂಭಣೆಯಿಂದ ನಡೆಯಲಿದ್ದು ರಾಜ್ಯದ ಎಲ್ಲಾ ಭಾಗಗಳಿಂದ ಬರುವ ಭಕ್ತರಿಗೆ ಎಲ್ಲಾ ವ್ಯವಸ್ಥೆಯನ್ನು ಕಲ್ಪಿಸಲಾಗಿದೆ ಎಂದು ಎಪ್ಪ ಪ್ರಶ್ನೆಗಳು ಹುಡುಗಾರಿಗಳು ಭಾಗವಹಿಸಿದ್ದರು. bbox=[314, 1455, 538, 1711]
story5-headline-1: ಪಾವಗಡ: ಗ್ರಾಪಂ ಅಭಿವೃದ್ಧಿ ಸಹಿಸದೇ ಸದಸ್ಯ ಗೊರಸಮಾವು bbox=[738, 789, 1301, 824]
